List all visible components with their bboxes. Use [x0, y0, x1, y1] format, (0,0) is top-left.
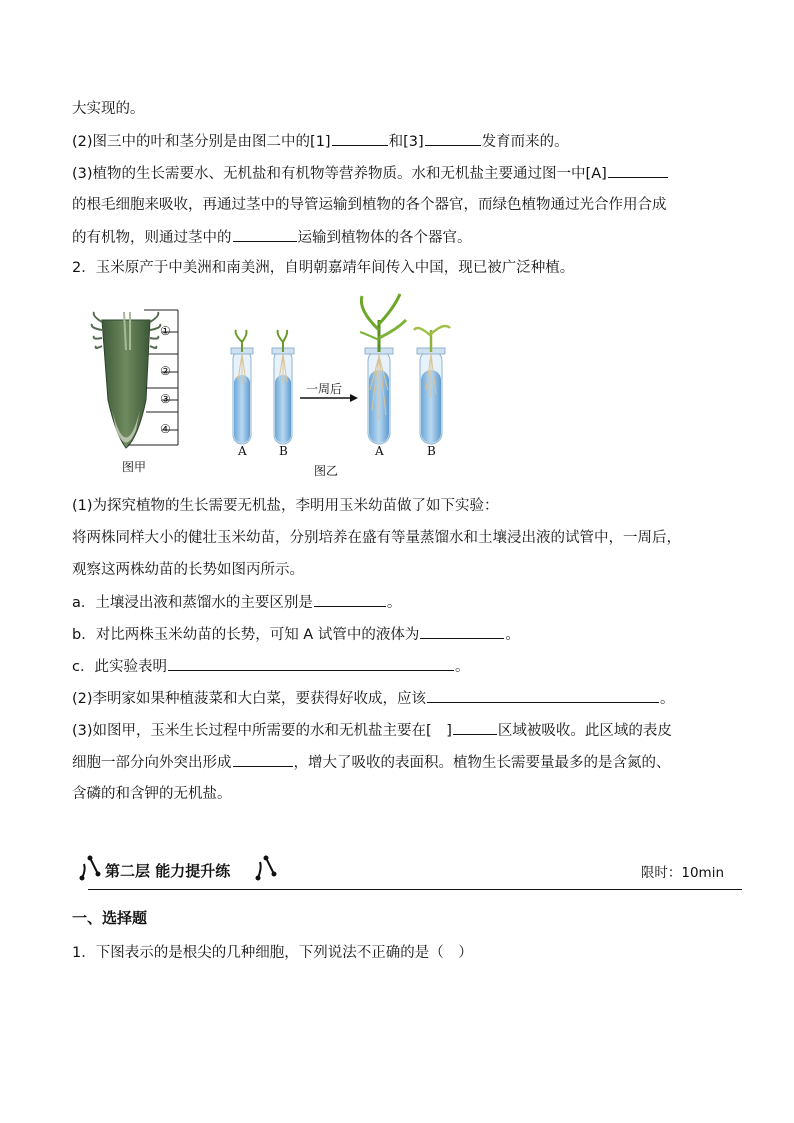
text-line-2: [72, 131, 569, 152]
text-fragment: (2)图三中的叶和茎分别是由图二中的[1]: [72, 134, 331, 150]
text-line-p3: 观察这两株幼苗的长势如图丙所示。: [72, 562, 304, 578]
marker-2: ②: [160, 364, 171, 378]
text-fragment: (3)如图甲，玉米生长过程中所需要的水和无机盐主要在[ ]: [72, 723, 452, 739]
text-fragment: 运输到植物体的各个器官。: [297, 230, 472, 246]
figure-root-and-tubes: [88, 290, 468, 480]
text-line-a: [72, 592, 401, 613]
text-line-p4: [72, 688, 675, 709]
tube-a-after: [360, 294, 406, 444]
text-fragment: (3)植物的生长需要水、无机盐和有机物等营养物质。水和无机盐主要通过图一中[A]: [72, 166, 607, 182]
time-limit: 限时：10min: [640, 865, 724, 881]
text-line-1: 大实现的。: [72, 101, 145, 117]
section-divider: [88, 889, 742, 890]
tube-b-before: [272, 330, 294, 444]
answer-blank[interactable]: [608, 163, 668, 178]
figure-caption-left: 图甲: [122, 460, 147, 474]
tube-label-a: A: [238, 444, 247, 458]
text-fragment: (2)李明家如果种植菠菜和大白菜，要获得好收成，应该: [72, 691, 427, 707]
section-ornament-right-icon: [252, 852, 278, 882]
answer-blank[interactable]: [427, 688, 659, 703]
figure-drawing: [88, 290, 468, 480]
text-line-b: [72, 624, 520, 645]
choice-question-1: 1．下图表示的是根尖的几种细胞，下列说法不正确的是（ ）: [72, 945, 473, 961]
answer-blank[interactable]: [420, 624, 504, 639]
section-title: 第二层 能力提升练: [105, 862, 231, 880]
marker-3: ③: [160, 392, 171, 406]
answer-blank[interactable]: [425, 131, 481, 146]
tube-label-a: A: [375, 444, 384, 458]
section-heading: 一、选择题: [72, 909, 148, 927]
text-line-4: 的根毛细胞来吸收，再通过茎中的导管运输到植物的各个器官，而绿色植物通过光合作用合成: [72, 197, 667, 213]
figure-caption-right: 图乙: [314, 464, 339, 478]
text-fragment: 。: [454, 659, 470, 675]
question-2: 2．玉米原产于中美洲和南美洲，自明朝嘉靖年间传入中国，现已被广泛种植。: [72, 260, 575, 276]
text-fragment: 发育而来的。: [481, 134, 569, 150]
text-fragment: 。: [505, 627, 520, 643]
text-line-p1: (1)为探究植物的生长需要无机盐，李明用玉米幼苗做了如下实验：: [72, 498, 499, 514]
answer-blank[interactable]: [332, 131, 388, 146]
text-line-3: [72, 163, 669, 184]
tube-b-after: [414, 326, 450, 444]
text-line-p6: [72, 752, 671, 773]
tube-label-b: B: [427, 444, 436, 458]
text-fragment: 和[3]: [388, 134, 424, 150]
tube-label-b: B: [279, 444, 288, 458]
answer-blank[interactable]: [233, 752, 293, 767]
arrow-label: 一周后: [306, 382, 343, 396]
tube-a-before: [231, 330, 253, 444]
text-fragment: b．对比两株玉米幼苗的长势，可知 A 试管中的液体为: [72, 627, 420, 643]
text-fragment: ，增大了吸收的表面积。植物生长需要量最多的是含氮的、: [293, 755, 671, 771]
text-line-5: [72, 227, 472, 248]
section-ornament-left-icon: [78, 852, 102, 882]
answer-blank[interactable]: [453, 720, 497, 735]
text-fragment: 区域被吸收。此区域的表皮: [497, 723, 672, 739]
text-fragment: 细胞一部分向外突出形成: [72, 755, 232, 771]
text-line-p7: 含磷的和含钾的无机盐。: [72, 786, 232, 802]
text-line-c: [72, 656, 469, 677]
answer-blank[interactable]: [168, 656, 454, 671]
marker-1: ①: [160, 324, 171, 338]
answer-blank[interactable]: [314, 592, 386, 607]
text-fragment: 。: [660, 691, 675, 707]
text-fragment: c．此实验表明: [72, 659, 167, 675]
text-line-p5: [72, 720, 672, 741]
text-fragment: 的有机物，则通过茎中的: [72, 230, 232, 246]
text-fragment: a．土壤浸出液和蒸馏水的主要区别是: [72, 595, 313, 611]
text-line-p2: 将两株同样大小的健壮玉米幼苗，分别培养在盛有等量蒸馏水和土壤浸出液的试管中，一周后，: [72, 530, 681, 546]
text-fragment: 。: [386, 595, 402, 611]
marker-4: ④: [160, 422, 171, 436]
answer-blank[interactable]: [233, 227, 297, 242]
